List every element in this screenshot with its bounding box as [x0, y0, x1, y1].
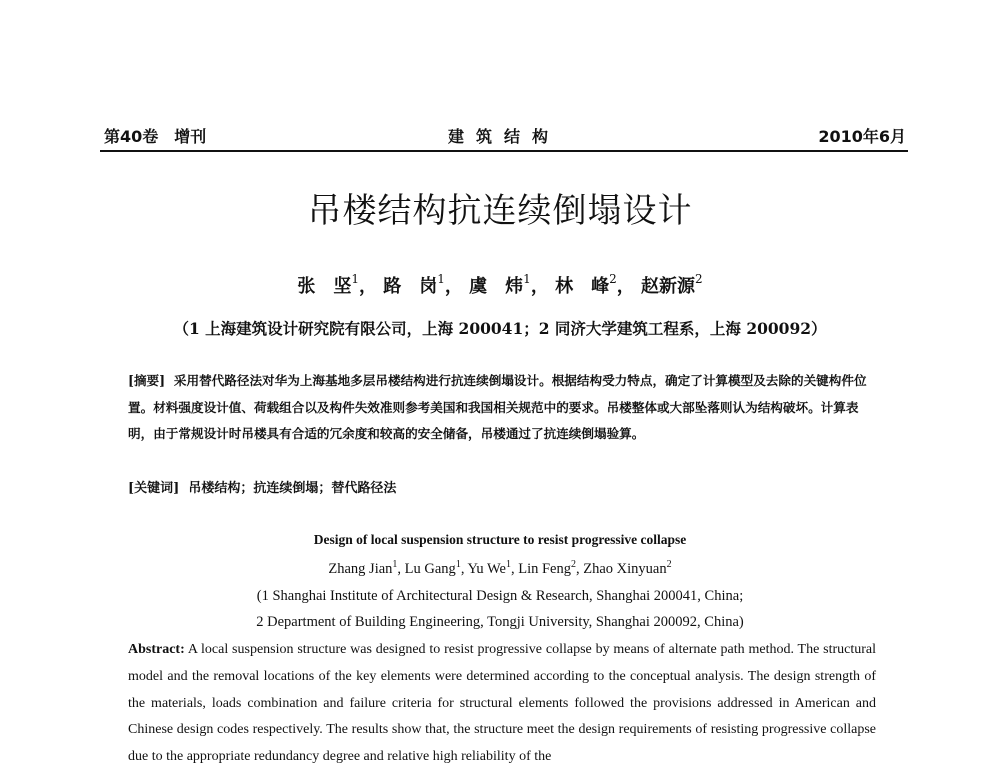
author-sep: ， [616, 276, 635, 297]
author-cn: 虞 炜 [469, 276, 524, 297]
abstract-en [128, 637, 876, 771]
journal-volume: 第40卷 增刊 [104, 127, 207, 146]
author-aff-mark: 1 [505, 559, 511, 570]
running-header [100, 120, 908, 150]
author-aff-mark: 2 [666, 559, 672, 570]
affiliation-cn: （1 上海建筑设计研究院有限公司，上海 200041；2 同济大学建筑工程系，上海 200092） [173, 319, 827, 338]
issue-date: 2010年6月 [818, 127, 906, 146]
author-aff-mark: 1 [392, 559, 398, 570]
author-aff-mark: 1 [455, 559, 461, 570]
keywords-cn-text: 吊楼结构；抗连续倒塌；替代路径法 [188, 481, 397, 496]
abstract-en-label: Abstract: [128, 642, 185, 657]
affiliation-en-line1: (1 Shanghai Institute of Architectural Design & Research, Shanghai 200041, China; [256, 588, 744, 604]
header-rule [100, 150, 908, 152]
author-aff-mark: 1 [437, 272, 445, 286]
keywords-cn [128, 478, 876, 500]
author-sep: , [460, 561, 468, 577]
author-cn: 张 坚 [297, 276, 352, 297]
paper-title-en: Design of local suspension structure to resist progressive collapse [313, 532, 687, 547]
abstract-cn [128, 368, 876, 448]
paper-title-cn: 吊楼结构抗连续倒塌设计 [307, 191, 693, 231]
abstract-en-text: A local suspension structure was designed to resist progressive collapse by means of alternate path method. The structural model and the removal locations of the key elements were determined according to the conceptual analysis. The design strength of the materials, loads combination and failure criteria for structural elements followed the provisions addressed in American and Chinese design codes respectively. The results show that, the structure meet the design requirements of resisting progressive collapse due to the appropriate redundancy degree and relative high reliability of the [128, 642, 877, 765]
author-aff-mark: 1 [351, 272, 359, 286]
author-cn: 林 峰 [555, 276, 610, 297]
abstract-cn-text: 采用替代路径法对华为上海基地多层吊楼结构进行抗连续倒塌设计。根据结构受力特点，确定了计算模型及去除的关键构件位置。材料强度设计值、荷载组合以及构件失效准则参考美国和我国相关规范中的要求。吊楼整体或大部坠落则认为结构破坏。计算表明，由于常规设计时吊楼具有合适的冗余度和较高的安全储备，吊楼通过了抗连续倒塌验算。 [128, 373, 867, 441]
author-en: Lin Feng [518, 561, 571, 577]
author-sep: ， [444, 276, 463, 297]
affiliation-en-line2: 2 Department of Building Engineering, Tongji University, Shanghai 200092, China) [256, 614, 744, 630]
authors-en [0, 559, 1000, 578]
author-sep: ， [358, 276, 377, 297]
author-sep: ， [530, 276, 549, 297]
author-sep: , [510, 561, 519, 577]
author-en: Lu Gang [404, 561, 456, 577]
author-aff-mark: 2 [695, 272, 703, 286]
author-aff-mark: 2 [609, 272, 617, 286]
keywords-cn-label: [关键词] [128, 481, 180, 496]
authors-cn [0, 272, 1000, 298]
author-sep: , [576, 561, 584, 577]
author-en: Zhao Xinyuan [583, 561, 667, 577]
author-cn: 赵新源 [641, 276, 696, 297]
journal-name: 建筑结构 [447, 127, 560, 146]
author-en: Zhang Jian [328, 561, 393, 577]
author-sep: , [397, 561, 405, 577]
abstract-cn-label: [摘要] [128, 373, 166, 388]
author-cn: 路 岗 [383, 276, 438, 297]
author-aff-mark: 1 [523, 272, 531, 286]
author-aff-mark: 2 [571, 559, 576, 570]
author-en: Yu We [467, 561, 506, 577]
